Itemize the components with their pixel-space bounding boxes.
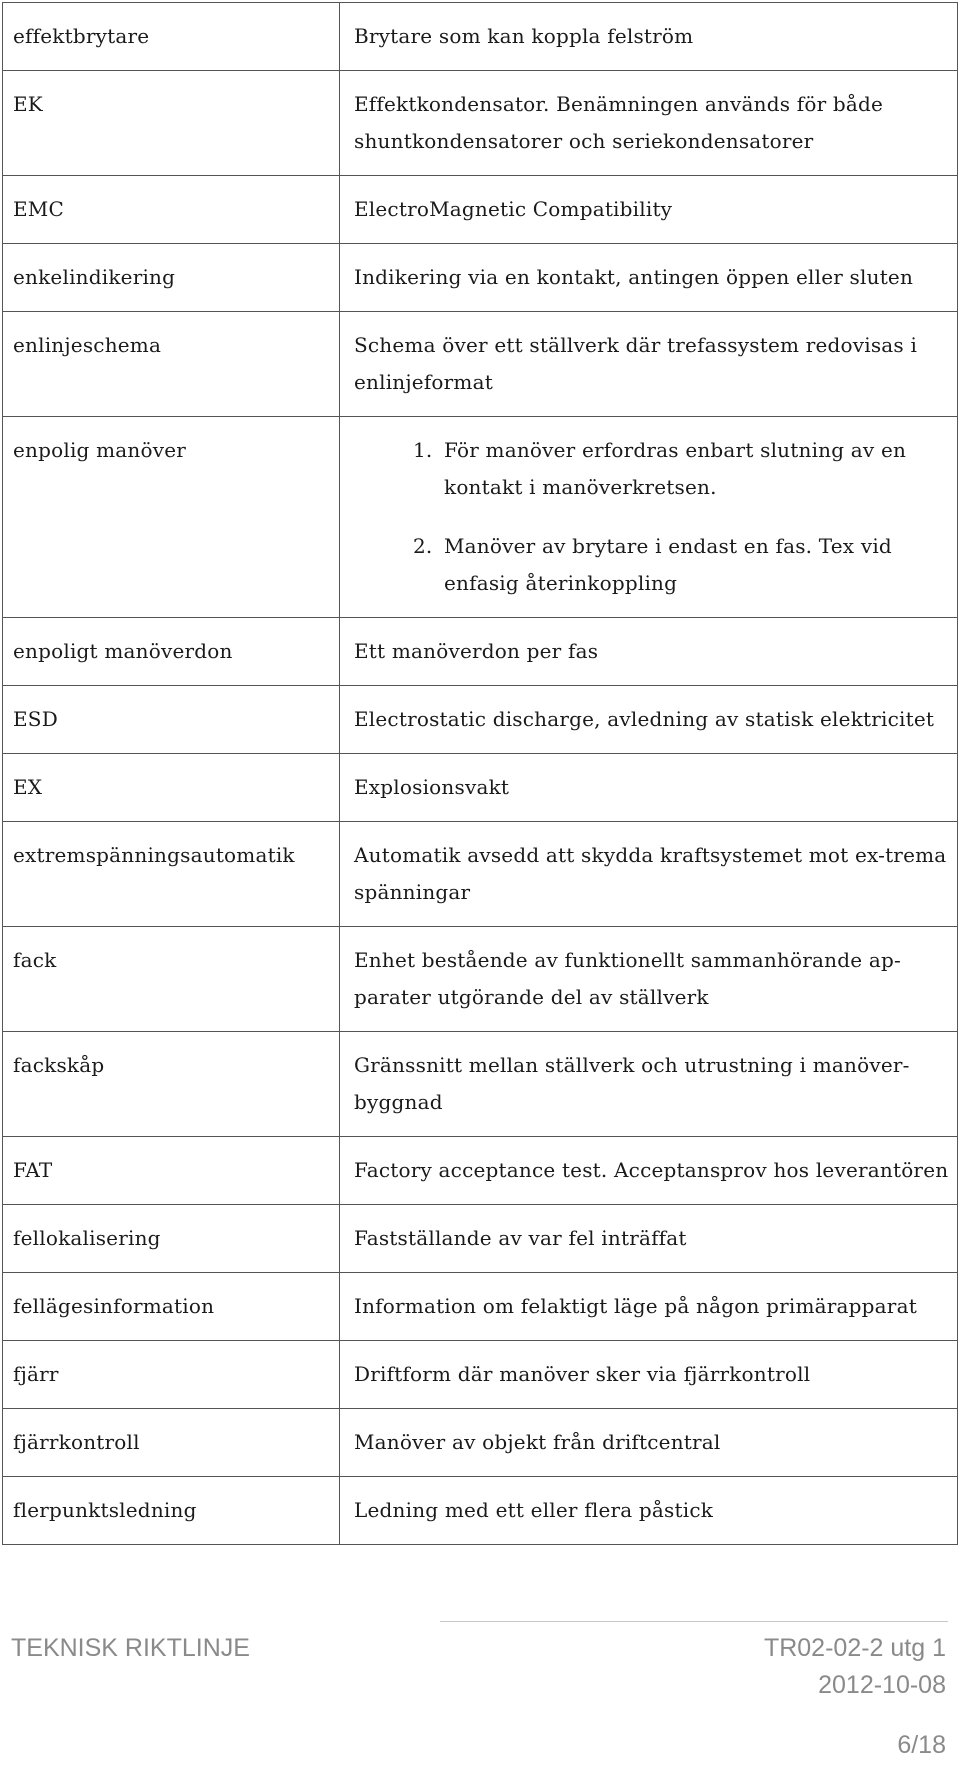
definition-cell: Ledning med ett eller flera påstick	[340, 1477, 958, 1545]
list-number: 1.	[413, 438, 433, 462]
definition-cell: Automatik avsedd att skydda kraftsystemet mot ex-trema spänningar	[340, 822, 958, 927]
term-cell: enpoligt manöverdon	[3, 618, 340, 686]
glossary-table	[2, 2, 958, 1545]
table-row	[3, 3, 958, 71]
term-cell: FAT	[3, 1137, 340, 1205]
list-item-text: För manöver erfordras enbart slutning av en kontakt i manöverkretsen.	[444, 438, 907, 499]
term-cell: extremspänningsautomatik	[3, 822, 340, 927]
table-row	[3, 686, 958, 754]
term-cell: ESD	[3, 686, 340, 754]
list-item-text: Manöver av brytare i endast en fas. Tex vid enfasig återinkoppling	[444, 534, 892, 595]
definition-cell: Indikering via en kontakt, antingen öppen eller sluten	[340, 244, 958, 312]
list-item	[354, 432, 949, 506]
term-cell: fellägesinformation	[3, 1273, 340, 1341]
definition-cell: Gränssnitt mellan ställverk och utrustning i manöver-byggnad	[340, 1032, 958, 1137]
footer-document-code: TR02-02-2 utg 1	[763, 1634, 946, 1662]
table-row	[3, 822, 958, 927]
table-row	[3, 1273, 958, 1341]
definition-cell: Explosionsvakt	[340, 754, 958, 822]
term-cell: enkelindikering	[3, 244, 340, 312]
term-cell: EK	[3, 71, 340, 176]
table-row	[3, 1409, 958, 1477]
definition-cell: Effektkondensator. Benämningen används för både shuntkondensatorer och seriekondensatorer	[340, 71, 958, 176]
definition-cell: Ett manöverdon per fas	[340, 618, 958, 686]
term-cell: EX	[3, 754, 340, 822]
term-cell: effektbrytare	[3, 3, 340, 71]
table-row	[3, 927, 958, 1032]
table-row	[3, 1205, 958, 1273]
term-cell: flerpunktsledning	[3, 1477, 340, 1545]
table-row	[3, 176, 958, 244]
definition-cell: Electrostatic discharge, avledning av statisk elektricitet	[340, 686, 958, 754]
definition-cell: Fastställande av var fel inträffat	[340, 1205, 958, 1273]
term-cell: fackskåp	[3, 1032, 340, 1137]
term-cell: fjärr	[3, 1341, 340, 1409]
table-row	[3, 754, 958, 822]
table-row	[3, 244, 958, 312]
definition-cell: Driftform där manöver sker via fjärrkontroll	[340, 1341, 958, 1409]
table-row	[3, 71, 958, 176]
definition-cell: Information om felaktigt läge på någon primärapparat	[340, 1273, 958, 1341]
footer-date: 2012-10-08	[818, 1671, 946, 1699]
footer-document-type: TEKNISK RIKTLINJE	[11, 1634, 250, 1662]
footer-page-number: 6/18	[897, 1731, 946, 1759]
definition-cell: Schema över ett ställverk där trefassystem redovisas i enlinjeformat	[340, 312, 958, 417]
term-cell: enlinjeschema	[3, 312, 340, 417]
term-cell: enpolig manöver	[3, 417, 340, 618]
term-cell: fellokalisering	[3, 1205, 340, 1273]
table-row	[3, 618, 958, 686]
table-row	[3, 417, 958, 618]
table-row	[3, 312, 958, 417]
table-row	[3, 1137, 958, 1205]
definition-cell: ElectroMagnetic Compatibility	[340, 176, 958, 244]
term-cell: EMC	[3, 176, 340, 244]
definition-cell	[340, 417, 958, 618]
footer-divider	[440, 1621, 948, 1622]
term-cell: fjärrkontroll	[3, 1409, 340, 1477]
definition-cell: Manöver av objekt från driftcentral	[340, 1409, 958, 1477]
table-row	[3, 1477, 958, 1545]
table-row	[3, 1341, 958, 1409]
definition-cell: Factory acceptance test. Acceptansprov hos leverantören	[340, 1137, 958, 1205]
term-cell: fack	[3, 927, 340, 1032]
definition-cell: Brytare som kan koppla felström	[340, 3, 958, 71]
table-row	[3, 1032, 958, 1137]
definition-list	[354, 432, 949, 602]
list-item	[354, 528, 949, 602]
list-number: 2.	[413, 534, 433, 558]
definition-cell: Enhet bestående av funktionellt sammanhörande ap-parater utgörande del av ställverk	[340, 927, 958, 1032]
